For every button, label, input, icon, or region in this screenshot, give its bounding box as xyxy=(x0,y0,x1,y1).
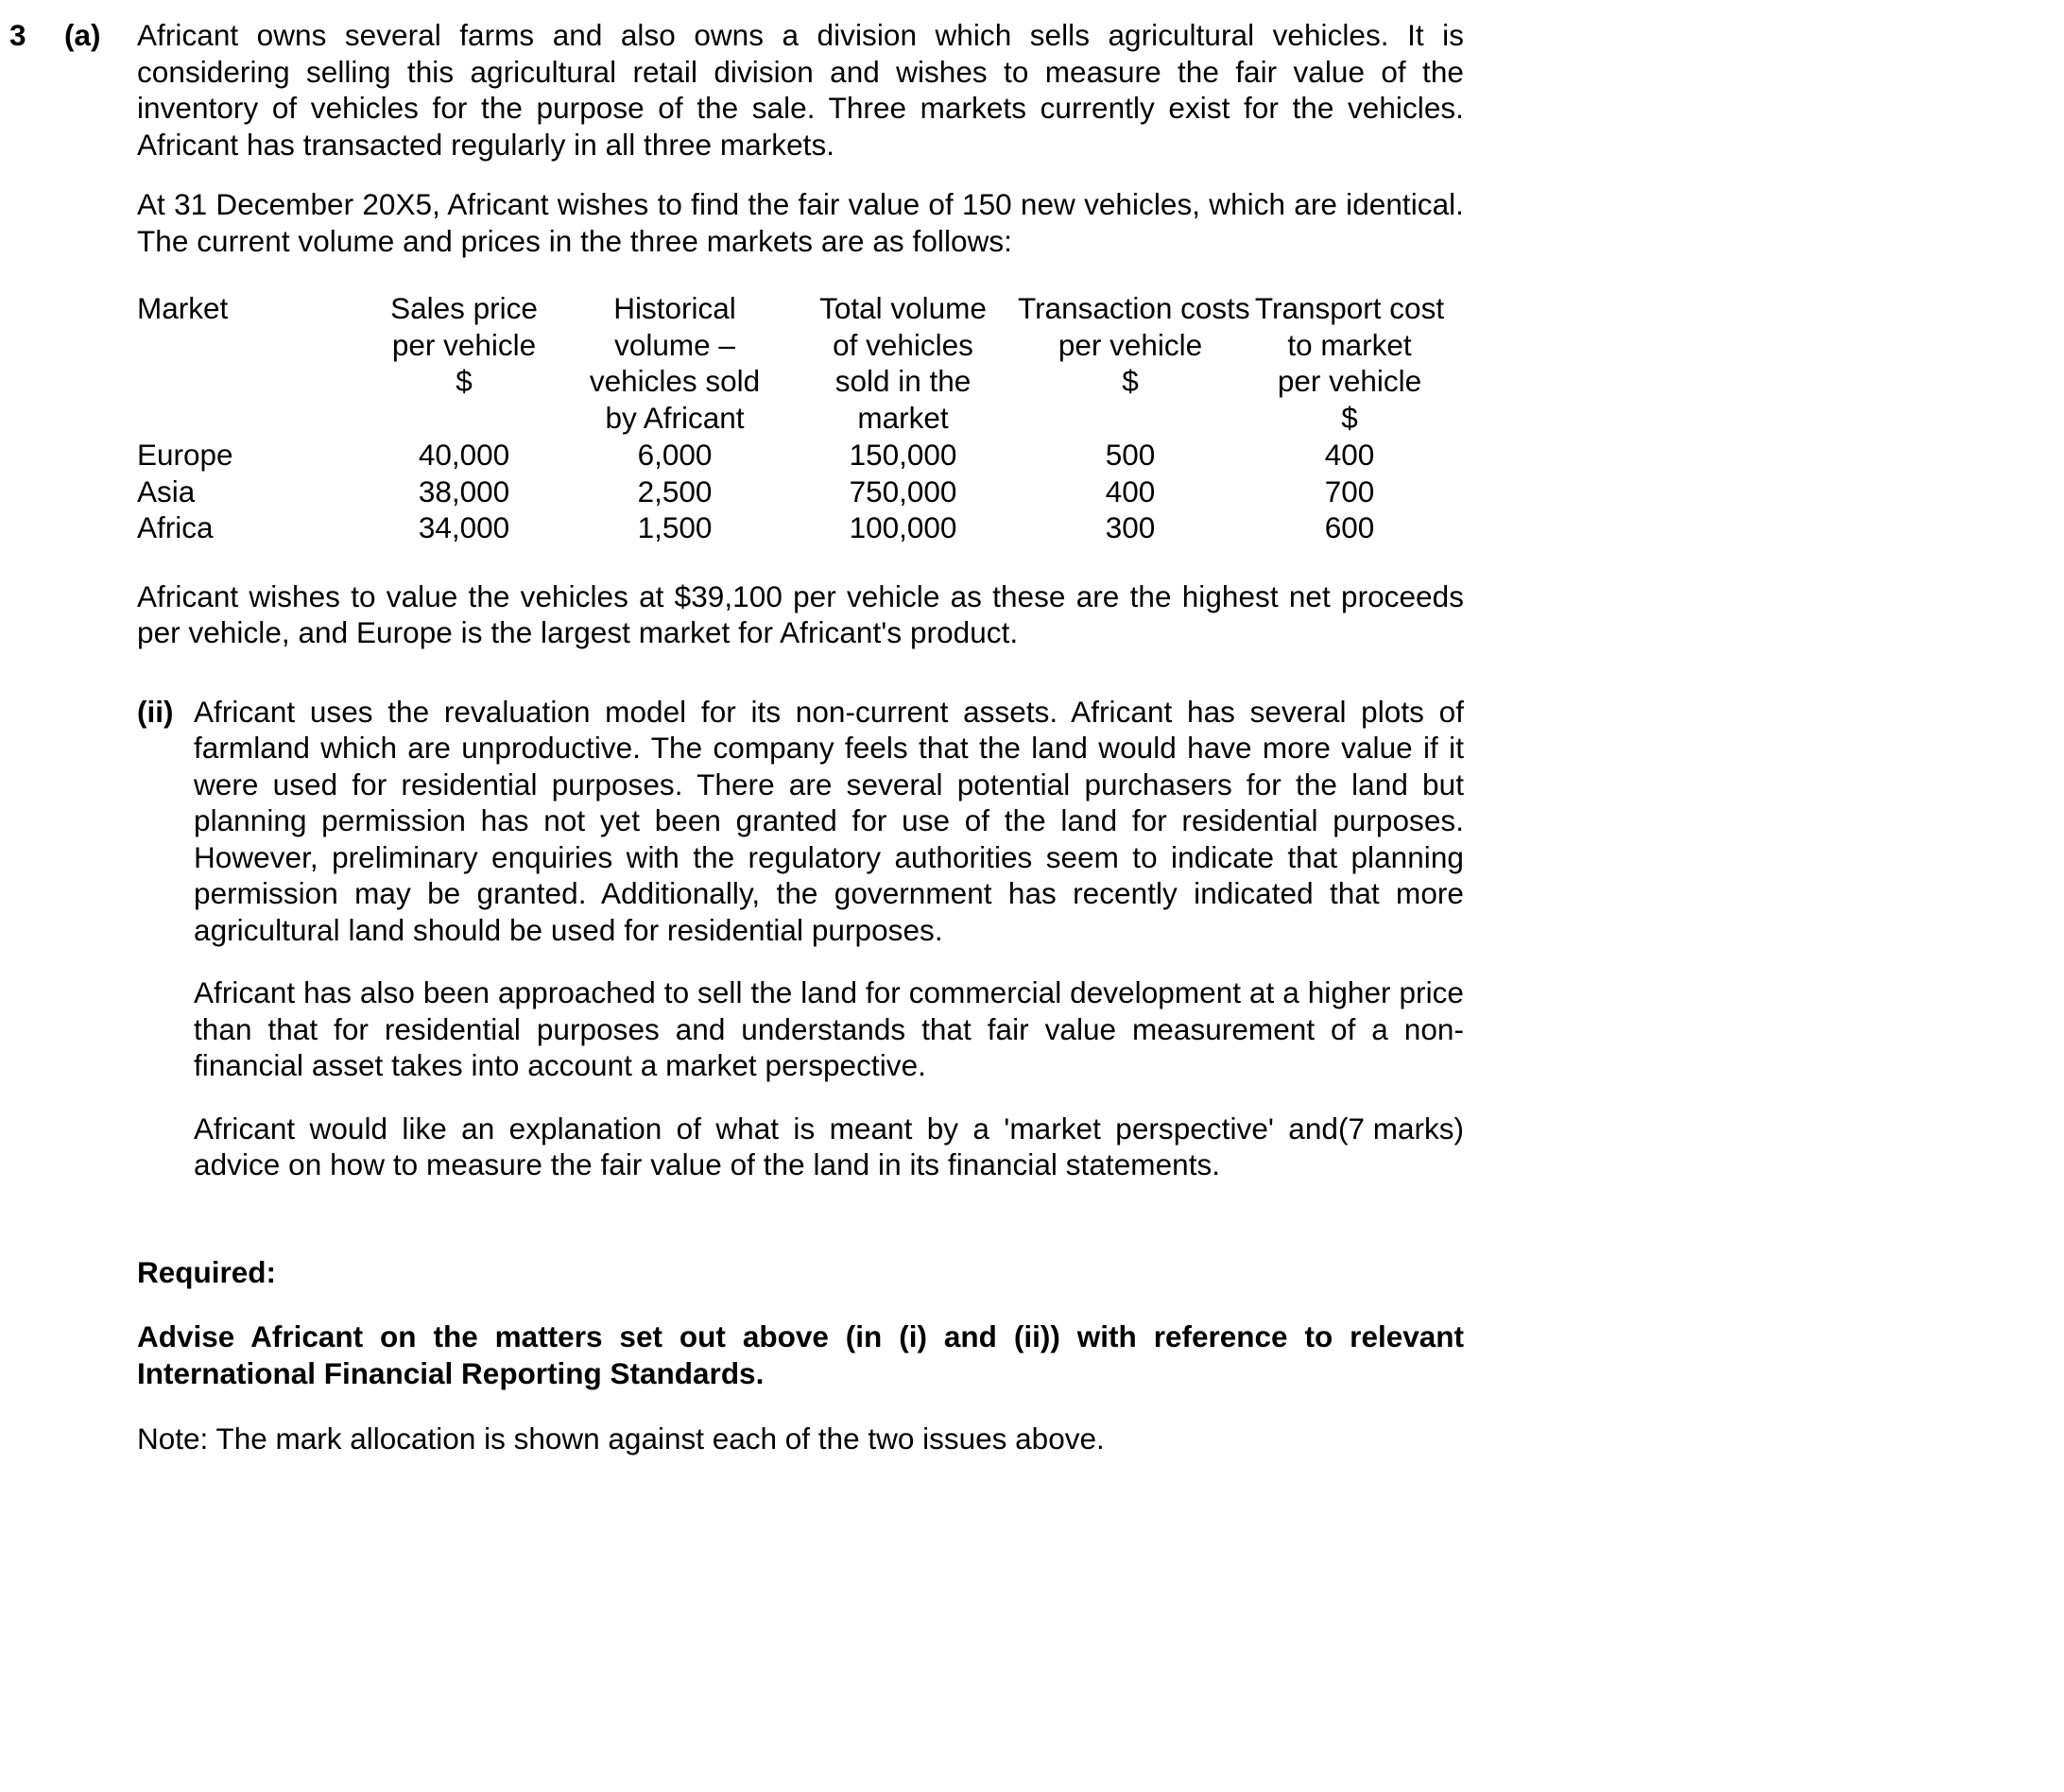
question-block xyxy=(9,17,2017,1183)
cell-market: Asia xyxy=(137,474,196,508)
cell-historical-volume: 2,500 xyxy=(637,474,713,508)
marks-allocation: (7 marks) xyxy=(1338,1111,1464,1146)
cell-total-volume: 750,000 xyxy=(849,474,957,508)
required-block xyxy=(137,1254,1464,1457)
sub-part-label: (ii) xyxy=(137,694,174,729)
sub-paragraph-3: Africant would like an explanation of what is meant by a 'market perspective' and advice on how to measure the fair value of the land in its financial statements. xyxy=(194,1111,1338,1181)
table-row xyxy=(137,474,1456,510)
question-number: 3 xyxy=(9,18,26,52)
column-header-market: Market xyxy=(137,291,229,325)
cell-transaction-costs: 500 xyxy=(1105,438,1156,472)
column-header-total-volume: Total volume of vehicles sold in the market xyxy=(819,291,987,435)
table-header-row xyxy=(137,290,1456,436)
cell-market: Europe xyxy=(137,438,233,472)
required-statement: Advise Africant on the matters set out above (in (i) and (ii)) with reference to relevant International Financial Reporting Standards. xyxy=(137,1319,1464,1390)
cell-total-volume: 150,000 xyxy=(849,438,957,472)
closing-paragraph: Africant wishes to value the vehicles at $39,100 per vehicle as these are the highest net proceeds per vehicle, and Europe is the largest market for Africant's product. xyxy=(137,578,1464,649)
cell-transaction-costs: 300 xyxy=(1105,510,1156,544)
intro-paragraph-1: Africant owns several farms and also owns a division which sells agricultural vehicles. It is considering selling this agricultural retail division and wishes to measure the fair value of the inventory of vehicles for the purpose of the sale. Three markets currently exist for the vehicles. Africant has transacted regularly in all three markets. xyxy=(137,18,1464,162)
table-body xyxy=(137,436,1456,546)
cell-historical-volume: 1,500 xyxy=(637,510,713,544)
cell-transaction-costs: 400 xyxy=(1105,474,1156,508)
sub-part-body xyxy=(194,694,1464,1183)
table-header xyxy=(137,290,1456,436)
sub-paragraph-3-wrapper xyxy=(194,1111,1464,1183)
sub-paragraph-1: Africant uses the revaluation model for its non-current assets. Africant has several plots of farmland which are unproductive. The company feels that the land would have more value if it were used for residential purposes. There are several potential purchasers for the land but planning permission has not yet been granted for use of the land for residential purposes. However, preliminary enquiries with the regulatory authorities seem to indicate that planning permission may be granted. Additionally, the government has recently indicated that more agricultural land should be used for residential purposes. xyxy=(194,694,1464,947)
column-header-sales-price: Sales price per vehicle $ xyxy=(390,291,538,398)
table-row xyxy=(137,436,1456,474)
question-body xyxy=(137,17,1464,1183)
column-header-transaction-costs: Transaction costs per vehicle $ xyxy=(1018,291,1250,398)
table-row xyxy=(137,509,1456,546)
sub-part-ii xyxy=(137,694,1464,1183)
intro-paragraph-2: At 31 December 20X5, Africant wishes to find the fair value of 150 new vehicles, which are identical. The current volume and prices in the three markets are as follows: xyxy=(137,187,1464,258)
sub-paragraph-2: Africant has also been approached to sell the land for commercial development at a higher price than that for residential purposes and understands that fair value measurement of a non-financial asset takes into account a market perspective. xyxy=(194,975,1464,1082)
cell-total-volume: 100,000 xyxy=(849,510,957,544)
cell-historical-volume: 6,000 xyxy=(637,438,713,472)
cell-transport-cost: 700 xyxy=(1324,474,1375,508)
cell-sales-price: 40,000 xyxy=(418,438,510,472)
question-part-letter: (a) xyxy=(64,18,101,52)
required-heading: Required: xyxy=(137,1254,277,1289)
cell-market: Africa xyxy=(137,510,214,544)
column-header-transport-cost: Transport cost to market per vehicle $ xyxy=(1254,291,1445,435)
cell-transport-cost: 600 xyxy=(1324,510,1375,544)
cell-sales-price: 38,000 xyxy=(418,474,510,508)
required-note: Note: The mark allocation is shown against each of the two issues above. xyxy=(137,1422,1105,1456)
cell-sales-price: 34,000 xyxy=(418,510,510,544)
column-header-historical-volume: Historical volume – vehicles sold by Africant xyxy=(589,291,761,435)
market-data-table xyxy=(137,290,1456,546)
cell-transport-cost: 400 xyxy=(1324,438,1375,472)
